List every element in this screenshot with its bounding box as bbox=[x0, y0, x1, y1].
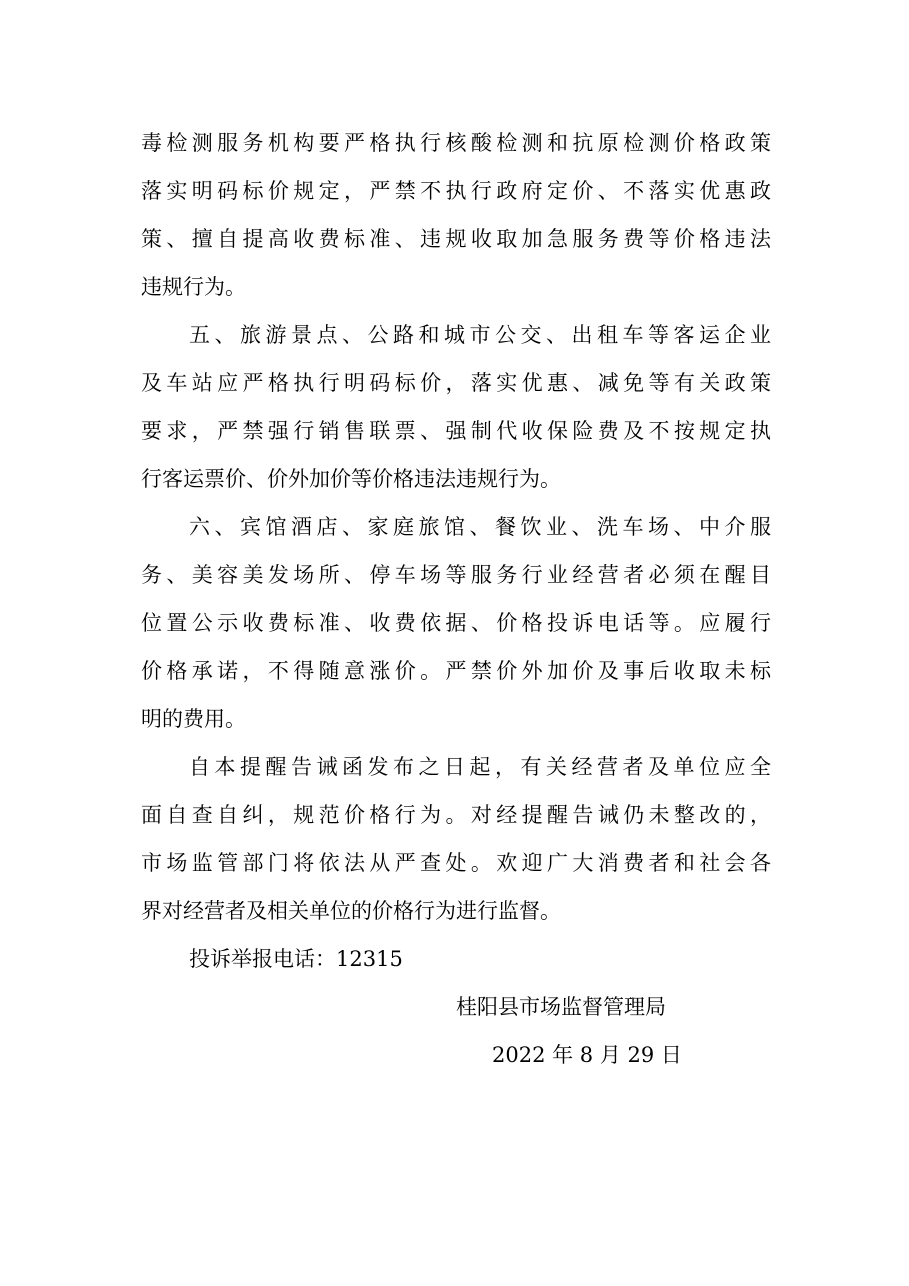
paragraph-line: 五、旅游景点、公路和城市公交、出租车等客运企业 bbox=[189, 323, 771, 347]
paragraph-line: 策、擅自提高收费标准、违规收取加急服务费等价格违法 bbox=[141, 227, 771, 251]
paragraph-line: 行客运票价、价外加价等价格违法违规行为。 bbox=[141, 467, 561, 491]
issuer-signature: 桂阳县市场监督管理局 bbox=[456, 995, 666, 1019]
paragraph-line: 要求，严禁强行销售联票、强制代收保险费及不按规定执 bbox=[141, 419, 771, 443]
paragraph-line: 明的费用。 bbox=[141, 707, 246, 731]
paragraph-line: 位置公示收费标准、收费依据、价格投诉电话等。应履行 bbox=[141, 611, 771, 635]
paragraph-line: 务、美容美发场所、停车场等服务行业经营者必须在醒目 bbox=[141, 563, 771, 587]
issue-date: 2022 年 8 月 29 日 bbox=[492, 1043, 682, 1067]
paragraph-line: 市场监管部门将依法从严查处。欢迎广大消费者和社会各 bbox=[141, 851, 771, 875]
paragraph-line: 六、宾馆酒店、家庭旅馆、餐饮业、洗车场、中介服 bbox=[189, 515, 771, 539]
paragraph-line: 价格承诺，不得随意涨价。严禁价外加价及事后收取未标 bbox=[141, 659, 771, 683]
paragraph-line: 自本提醒告诫函发布之日起，有关经营者及单位应全 bbox=[189, 755, 771, 779]
paragraph-line: 违规行为。 bbox=[141, 275, 246, 299]
paragraph-line: 界对经营者及相关单位的价格行为进行监督。 bbox=[141, 899, 561, 923]
paragraph-line: 落实明码标价规定，严禁不执行政府定价、不落实优惠政 bbox=[141, 179, 771, 203]
paragraph-line: 及车站应严格执行明码标价，落实优惠、减免等有关政策 bbox=[141, 371, 771, 395]
paragraph-line: 毒检测服务机构要严格执行核酸检测和抗原检测价格政策 bbox=[141, 131, 771, 155]
complaint-hotline: 投诉举报电话：12315 bbox=[189, 947, 403, 971]
paragraph-line: 面自查自纠，规范价格行为。对经提醒告诫仍未整改的， bbox=[141, 803, 771, 827]
